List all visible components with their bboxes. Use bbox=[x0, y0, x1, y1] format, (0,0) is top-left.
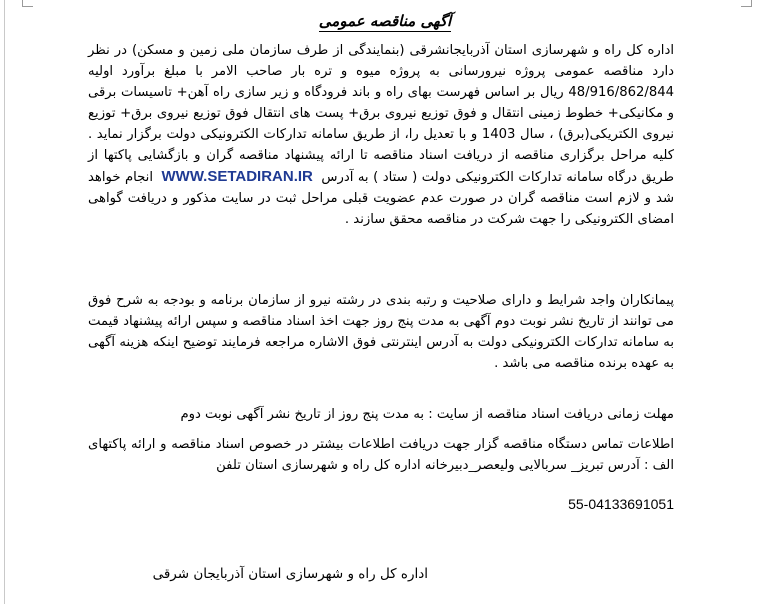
paragraph-deadline: مهلت زمانی دریافت اسناد مناقصه از سایت : به مدت پنج روز از تاریخ نشر آگهی نوبت دوم bbox=[180, 407, 674, 422]
paragraph-contractors: پیمانکاران واجد شرایط و دارای صلاحیت و رتبه بندی در رشته نیرو از سازمان برنامه و بودجه به شرح فوق می توانند از تاریخ نشر نوبت دوم آگهی به مدت پنج روز جهت اخذ اسناد مناقصه و سپس ارائه پیشنهاد قیمت به سامانه تدارکات الکترونیکی دولت به آدرس اینترنتی فوق الاشاره مراجعه فرمایند توضیح اینکه هزینه آگهی به عهده برنده مناقصه می باشد . bbox=[88, 293, 674, 371]
crop-mark-left bbox=[22, 0, 33, 7]
phone-number: 55-04133691051 bbox=[568, 496, 674, 512]
page-margin-line bbox=[4, 0, 5, 604]
contact-phone bbox=[88, 494, 674, 516]
setadiran-link[interactable]: WWW.SETADIRAN.IR bbox=[161, 168, 313, 185]
title-text: آگهی مناقصه عمومی bbox=[318, 12, 452, 30]
document-title bbox=[0, 12, 770, 30]
paragraph-contact: اطلاعات تماس دستگاه مناقصه گزار جهت دریافت اطلاعات بیشتر در خصوص اسناد مناقصه و ارائه پاکتهای الف : آدرس تبریز_ سربالایی ولیعصر_دبیرخانه اداره کل راه و شهرسازی استان تلفن bbox=[88, 437, 674, 473]
paragraph1-text-before-link: اداره کل راه و شهرسازی استان آذربایجانشرقی (بنمایندگی از طرف سازمان ملی زمین و مسکن) در نظر دارد مناقصه عمومی پروژه نیرورسانی به پروژه میوه و تره بار صاحب الامر با مبلغ برآورد اولیه 48/916/862/844 ریال بر اساس فهرست بهای راه و باند فرودگاه و زیر سازی راه آهن+ تاسیسات برقی و مکانیکی+ خطوط زمینی انتقال و فوق توزیع نیروی برق+ پست های انتقال فوق توزیع نیروی برق+ توزیع نیروی الکتریکی(برق) ، سال 1403 و با تعدیل را، از طریق سامانه تدارکات الکترونیکی دولت برگزار نماید . کلیه مراحل برگزاری مناقصه از دریافت اسناد مناقصه تا ارائه پیشنهاد مناقصه گران و بازگشایی پاکتها از طریق درگاه سامانه تدارکات الکترونیکی دولت ( ستاد ) به آدرس bbox=[88, 43, 674, 185]
crop-mark-right bbox=[741, 0, 752, 7]
paragraph-announcement bbox=[88, 40, 674, 230]
signature-line: اداره کل راه و شهرسازی استان آذربایجان شرقی bbox=[152, 566, 428, 582]
paragraph1-text-after-link: انجام خواهد شد و لازم است مناقصه گران در صورت عدم عضویت قبلی مراحل ثبت در سایت مذکور و دریافت گواهی امضای الکترونیکی را جهت شرکت در مناقصه محقق سازند . bbox=[88, 170, 674, 227]
